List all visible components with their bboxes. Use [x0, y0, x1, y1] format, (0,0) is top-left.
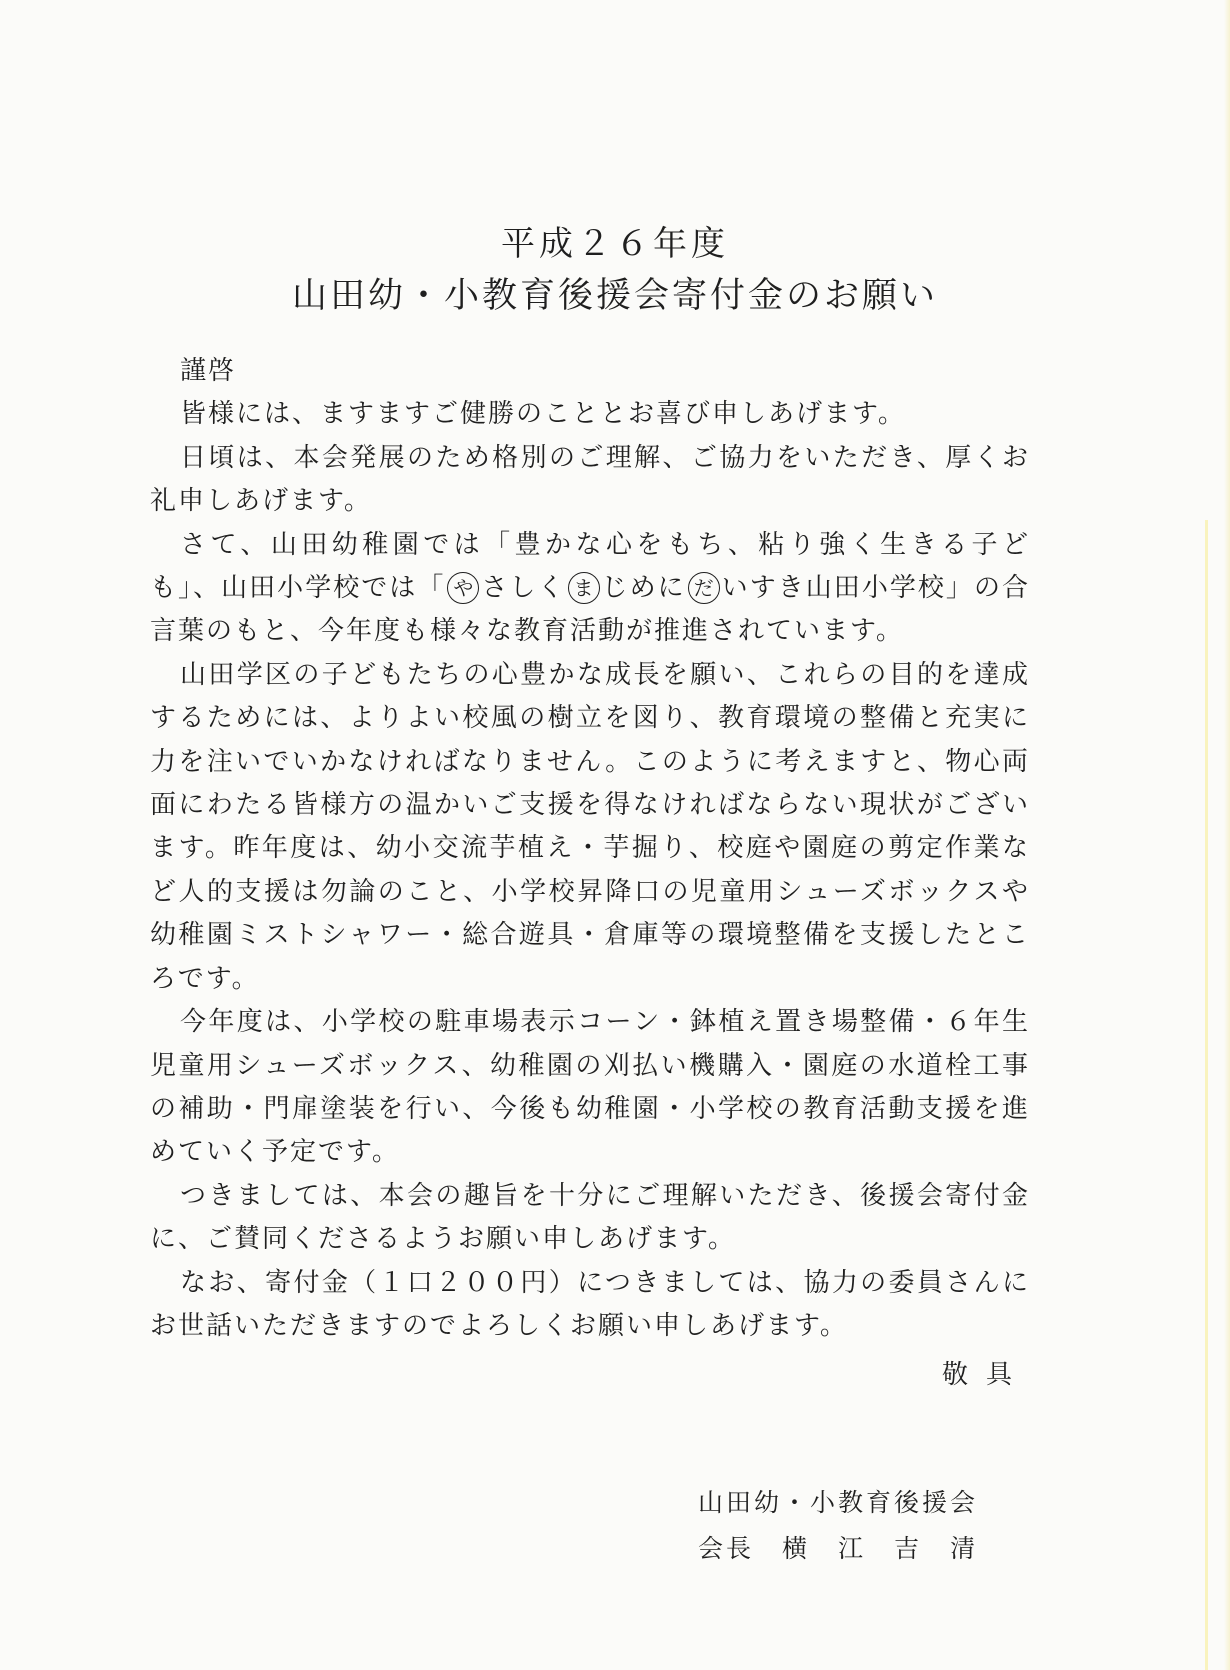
- paragraph-motto: [150, 524, 1030, 654]
- president-title: 会長: [698, 1534, 755, 1563]
- motto-text-1: さしく: [481, 573, 566, 604]
- circled-char-da: だ: [688, 572, 720, 604]
- circled-char-ma: ま: [568, 572, 600, 604]
- president-line: [698, 1526, 978, 1572]
- president-name-char-4: 清: [950, 1534, 979, 1563]
- president-name-char-1: 横: [782, 1534, 811, 1563]
- motto-text-after: いすき山田小学校」の合言葉のもと、今年度も様々な教育活動が推進されています。: [150, 573, 1030, 647]
- salutation: 謹啓: [180, 356, 237, 386]
- organization-name: 山田幼・小教育後援会: [698, 1488, 979, 1517]
- paragraph-support: 山田学区の子どもたちの心豊かな成長を願い、これらの目的を達成するためには、よりよい校風の樹立を図り、教育環境の整備と充実に力を注いでいかなければなりません。このように考えますと、物心両面にわたる皆様方の温かいご支援を得なければならない現状がございます。昨年度は、幼小交流芋植え・芋掘り、校庭や園庭の剪定作業など人的支援は勿論のこと、小学校昇降口の児童用シューズボックスや幼稚園ミストシャワー・総合遊具・倉庫等の環境整備を支援したところです。: [150, 659, 1030, 994]
- scan-artifact-edge: [1224, 0, 1230, 1670]
- motto-text-2: じめに: [601, 573, 686, 604]
- president-name-char-3: 吉: [894, 1534, 923, 1563]
- circled-char-ya: や: [447, 572, 479, 604]
- paragraph-greeting: 皆様には、ますますご健勝のこととお喜び申しあげます。: [180, 399, 906, 430]
- motto-text-before: さて、山田幼稚園では「豊かな心をもち、粘り強く生きる子ども」、山田小学校では「: [150, 529, 1030, 604]
- president-name-char-2: 江: [838, 1534, 867, 1563]
- letter-body: [150, 350, 1030, 1348]
- scan-artifact-line: [1205, 520, 1208, 1670]
- title-block: [0, 220, 1230, 322]
- paragraph-plans: 今年度は、小学校の駐車場表示コーン・鉢植え置き場整備・６年生児童用シューズボックス、幼稚園の刈払い機購入・園庭の水道栓工事の補助・門扉塗装を行い、今後も幼稚園・小学校の教育活動支援を進めていく予定です。: [150, 1007, 1030, 1168]
- document-main-title: 山田幼・小教育後援会寄付金のお願い: [291, 276, 938, 316]
- signature-block: [698, 1480, 978, 1572]
- paragraph-thanks: 日頃は、本会発展のため格別のご理解、ご協力をいただき、厚くお礼申しあげます。: [150, 442, 1030, 517]
- closing-keigu: 敬具: [941, 1360, 1030, 1390]
- paragraph-request: つきましては、本会の趣旨を十分にご理解いただき、後援会寄付金に、ご賛同くださるようお願い申しあげます。: [150, 1180, 1030, 1255]
- document-year-title: 平成２６年度: [501, 224, 729, 264]
- paragraph-donation: なお、寄付金（１口２００円）につきましては、協力の委員さんにお世話いただきますのでよろしくお願い申しあげます。: [150, 1267, 1030, 1341]
